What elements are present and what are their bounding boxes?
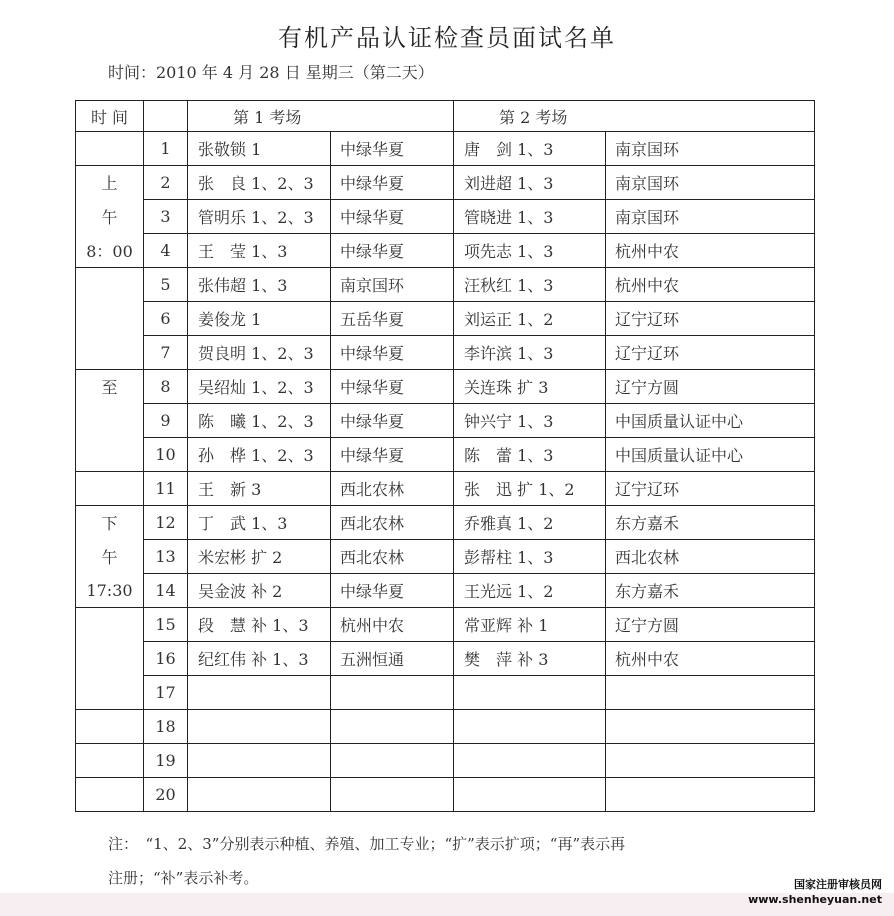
time-label: 午 — [76, 540, 144, 574]
interview-schedule-table — [75, 100, 815, 812]
room-1-candidate — [188, 676, 331, 710]
time-label: 下 — [76, 506, 144, 540]
room-1-candidate: 吴金波 补 2 — [188, 574, 331, 608]
room-2-organization: 辽宁方圆 — [606, 608, 815, 642]
room-1-organization: 西北农林 — [331, 472, 454, 506]
room-2-candidate — [454, 744, 606, 778]
room-2-candidate: 王光远 1、2 — [454, 574, 606, 608]
room-2-candidate: 刘进超 1、3 — [454, 166, 606, 200]
time-label — [76, 268, 144, 302]
time-label — [76, 710, 144, 744]
room-1-organization: 五岳华夏 — [331, 302, 454, 336]
row-number: 6 — [144, 302, 188, 336]
room-2-candidate: 李许滨 1、3 — [454, 336, 606, 370]
row-number: 14 — [144, 574, 188, 608]
room-2-candidate: 樊 萍 补 3 — [454, 642, 606, 676]
table-row — [76, 370, 815, 404]
table-row — [76, 404, 815, 438]
table-row — [76, 506, 815, 540]
row-number: 2 — [144, 166, 188, 200]
row-number: 4 — [144, 234, 188, 268]
room-2-organization: 辽宁方圆 — [606, 370, 815, 404]
table-row — [76, 336, 815, 370]
time-label — [76, 132, 144, 166]
room-1-organization: 中绿华夏 — [331, 166, 454, 200]
row-number: 7 — [144, 336, 188, 370]
room-1-organization — [331, 710, 454, 744]
room-2-candidate: 彭帮柱 1、3 — [454, 540, 606, 574]
document-title: 有机产品认证检查员面试名单 — [278, 24, 616, 52]
row-number: 3 — [144, 200, 188, 234]
table-row — [76, 710, 815, 744]
table-row — [76, 744, 815, 778]
row-number: 11 — [144, 472, 188, 506]
row-number: 20 — [144, 778, 188, 812]
room-2-candidate: 陈 蕾 1、3 — [454, 438, 606, 472]
room-1-candidate: 纪红伟 补 1、3 — [188, 642, 331, 676]
row-number: 5 — [144, 268, 188, 302]
room-1-candidate: 丁 武 1、3 — [188, 506, 331, 540]
room-1-candidate: 管明乐 1、2、3 — [188, 200, 331, 234]
header-room-2: 第 2 考场 — [454, 101, 815, 132]
header-number — [144, 101, 188, 132]
room-1-candidate — [188, 744, 331, 778]
room-1-candidate: 贺良明 1、2、3 — [188, 336, 331, 370]
room-1-candidate: 张敬锁 1 — [188, 132, 331, 166]
time-label — [76, 676, 144, 710]
room-1-organization — [331, 778, 454, 812]
room-2-candidate: 张 迅 扩 1、2 — [454, 472, 606, 506]
room-1-organization: 中绿华夏 — [331, 200, 454, 234]
time-label: 8：00 — [76, 234, 144, 268]
room-2-organization: 辽宁辽环 — [606, 302, 815, 336]
room-1-candidate: 王 莹 1、3 — [188, 234, 331, 268]
room-1-organization — [331, 744, 454, 778]
room-2-organization — [606, 744, 815, 778]
room-2-candidate — [454, 676, 606, 710]
room-2-organization: 杭州中农 — [606, 234, 815, 268]
room-1-candidate: 孙 桦 1、2、3 — [188, 438, 331, 472]
room-1-organization: 中绿华夏 — [331, 438, 454, 472]
room-1-candidate: 王 新 3 — [188, 472, 331, 506]
room-2-candidate: 唐 剑 1、3 — [454, 132, 606, 166]
room-2-organization — [606, 710, 815, 744]
room-2-organization: 中国质量认证中心 — [606, 438, 815, 472]
time-label — [76, 472, 144, 506]
room-1-organization — [331, 676, 454, 710]
room-2-candidate: 钟兴宁 1、3 — [454, 404, 606, 438]
time-label: 午 — [76, 200, 144, 234]
room-1-organization: 中绿华夏 — [331, 234, 454, 268]
row-number: 8 — [144, 370, 188, 404]
time-label: 至 — [76, 370, 144, 404]
room-1-organization: 南京国环 — [331, 268, 454, 302]
table-row — [76, 132, 815, 166]
watermark-title: 国家注册审核员网 — [794, 878, 882, 891]
row-number: 19 — [144, 744, 188, 778]
room-1-organization: 五洲恒通 — [331, 642, 454, 676]
row-number: 9 — [144, 404, 188, 438]
row-number: 16 — [144, 642, 188, 676]
time-label: 17:30 — [76, 574, 144, 608]
room-2-organization: 杭州中农 — [606, 268, 815, 302]
table-row — [76, 302, 815, 336]
note-line-1: 注： “1、2、3”分别表示种植、养殖、加工专业；“扩”表示扩项；“再”表示再 — [108, 835, 626, 853]
table-header-row — [76, 101, 815, 132]
row-number: 10 — [144, 438, 188, 472]
table-row — [76, 540, 815, 574]
room-2-organization: 南京国环 — [606, 166, 815, 200]
room-2-candidate — [454, 778, 606, 812]
table-row — [76, 438, 815, 472]
room-2-candidate: 关连珠 扩 3 — [454, 370, 606, 404]
room-2-organization: 南京国环 — [606, 132, 815, 166]
table-row — [76, 234, 815, 268]
room-1-candidate: 张 良 1、2、3 — [188, 166, 331, 200]
row-number: 15 — [144, 608, 188, 642]
table-row — [76, 574, 815, 608]
table-row — [76, 268, 815, 302]
room-1-organization: 杭州中农 — [331, 608, 454, 642]
room-2-candidate: 刘运正 1、2 — [454, 302, 606, 336]
room-1-organization: 中绿华夏 — [331, 574, 454, 608]
table-row — [76, 676, 815, 710]
row-number: 13 — [144, 540, 188, 574]
time-label — [76, 744, 144, 778]
room-2-organization: 辽宁辽环 — [606, 472, 815, 506]
table-row — [76, 166, 815, 200]
time-label — [76, 302, 144, 336]
table-row — [76, 608, 815, 642]
room-2-candidate: 汪秋红 1、3 — [454, 268, 606, 302]
time-label — [76, 336, 144, 370]
watermark-url: www.shenheyuan.net — [748, 893, 882, 906]
room-1-candidate: 吴绍灿 1、2、3 — [188, 370, 331, 404]
note-line-2: 注册；“补”表示补考。 — [108, 869, 259, 887]
header-time: 时 间 — [76, 101, 144, 132]
room-2-organization: 西北农林 — [606, 540, 815, 574]
room-1-organization: 西北农林 — [331, 540, 454, 574]
table-row — [76, 200, 815, 234]
time-label — [76, 608, 144, 642]
site-watermark — [748, 877, 882, 907]
row-number: 12 — [144, 506, 188, 540]
table-row — [76, 778, 815, 812]
row-number: 18 — [144, 710, 188, 744]
room-1-candidate — [188, 778, 331, 812]
room-1-candidate: 张伟超 1、3 — [188, 268, 331, 302]
room-2-organization: 南京国环 — [606, 200, 815, 234]
room-2-candidate: 项先志 1、3 — [454, 234, 606, 268]
room-1-candidate: 米宏彬 扩 2 — [188, 540, 331, 574]
room-2-candidate: 常亚辉 补 1 — [454, 608, 606, 642]
row-number: 17 — [144, 676, 188, 710]
row-number: 1 — [144, 132, 188, 166]
room-1-organization: 西北农林 — [331, 506, 454, 540]
room-1-organization: 中绿华夏 — [331, 132, 454, 166]
room-2-organization — [606, 676, 815, 710]
document-subtitle: 时间：2010 年 4 月 28 日 星期三（第二天） — [108, 63, 434, 82]
room-2-organization: 东方嘉禾 — [606, 506, 815, 540]
room-1-candidate: 段 慧 补 1、3 — [188, 608, 331, 642]
time-label — [76, 404, 144, 438]
room-2-organization: 杭州中农 — [606, 642, 815, 676]
room-2-organization — [606, 778, 815, 812]
time-label — [76, 642, 144, 676]
time-label — [76, 778, 144, 812]
time-label — [76, 438, 144, 472]
room-1-candidate: 姜俊龙 1 — [188, 302, 331, 336]
time-label: 上 — [76, 166, 144, 200]
room-1-candidate: 陈 曦 1、2、3 — [188, 404, 331, 438]
table-row — [76, 642, 815, 676]
table-row — [76, 472, 815, 506]
room-1-candidate — [188, 710, 331, 744]
room-1-organization: 中绿华夏 — [331, 370, 454, 404]
room-2-organization: 辽宁辽环 — [606, 336, 815, 370]
room-2-organization: 中国质量认证中心 — [606, 404, 815, 438]
room-2-organization: 东方嘉禾 — [606, 574, 815, 608]
room-1-organization: 中绿华夏 — [331, 404, 454, 438]
room-2-candidate: 乔雅真 1、2 — [454, 506, 606, 540]
room-1-organization: 中绿华夏 — [331, 336, 454, 370]
header-room-1: 第 1 考场 — [188, 101, 454, 132]
room-2-candidate: 管晓进 1、3 — [454, 200, 606, 234]
room-2-candidate — [454, 710, 606, 744]
